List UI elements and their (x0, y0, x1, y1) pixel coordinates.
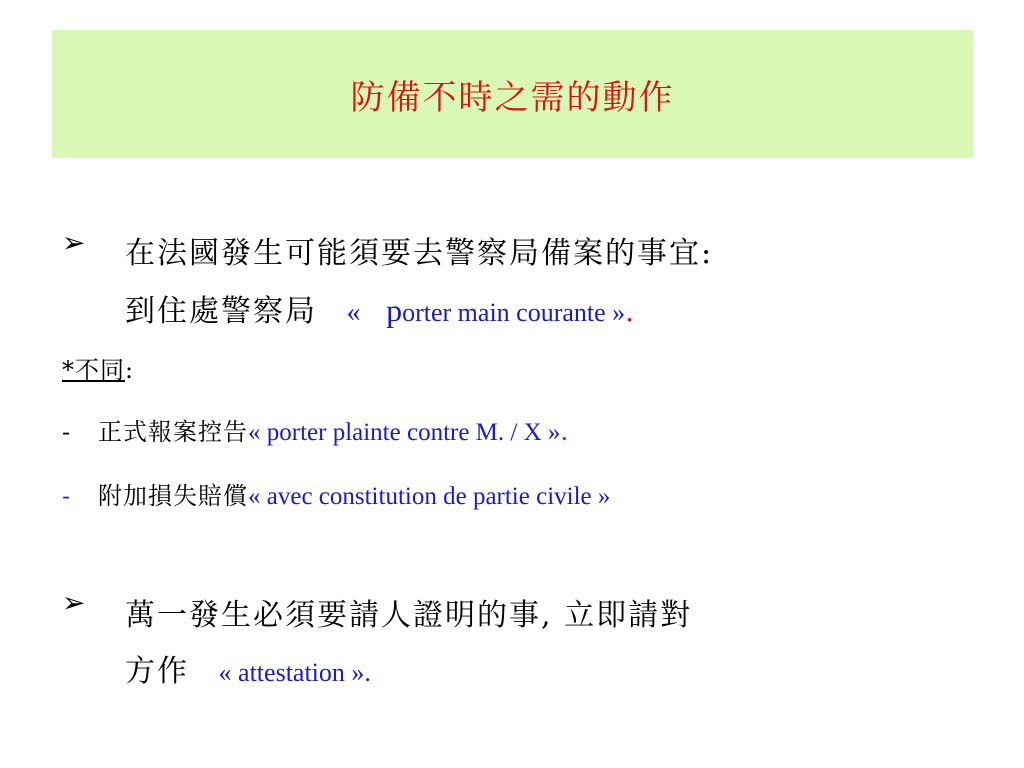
bullet2-line2 (125, 646, 371, 690)
note-colon: : (125, 356, 135, 384)
note-label (62, 350, 134, 385)
dash1-french: « porter plainte contre M. / X » (248, 419, 561, 446)
dash2-french: « avec constitution de partie civile » (248, 483, 611, 510)
bullet1-period: . (625, 295, 637, 328)
note-star-label: *不同 (62, 356, 125, 384)
bullet2-line1: 萬一發生必須要請人證明的事, 立即請對 (125, 598, 693, 633)
bullet1-line2-chinese: 到住處警察局 (125, 294, 317, 329)
bullet1-french-first-letter: p (386, 292, 403, 328)
title-banner (52, 30, 973, 158)
dash1-period: . (560, 417, 570, 446)
arrow-bullet-icon: ➢ (62, 226, 86, 259)
slide-title: 防備不時之需的動作 (350, 77, 675, 118)
dash1-chinese: 正式報案控告 (98, 418, 248, 446)
dash1-marker: - (62, 418, 72, 446)
bullet2-line2-chinese: 方作 (125, 654, 189, 689)
dash2-chinese: 附加損失賠償 (98, 482, 248, 510)
bullet2-french: « attestation ». (218, 658, 371, 687)
bullet1-line1: 在法國發生可能須要去警察局備案的事宜: (125, 236, 714, 271)
bullet1-guillemet-open: « (346, 297, 361, 328)
dash2-marker: - (62, 482, 72, 510)
dash-item-1 (62, 412, 569, 447)
bullet1-french-phrase: orter main courante » (402, 298, 626, 327)
bullet1-line2 (125, 286, 636, 330)
dash-item-2 (62, 476, 610, 511)
arrow-bullet-icon: ➢ (62, 586, 86, 619)
